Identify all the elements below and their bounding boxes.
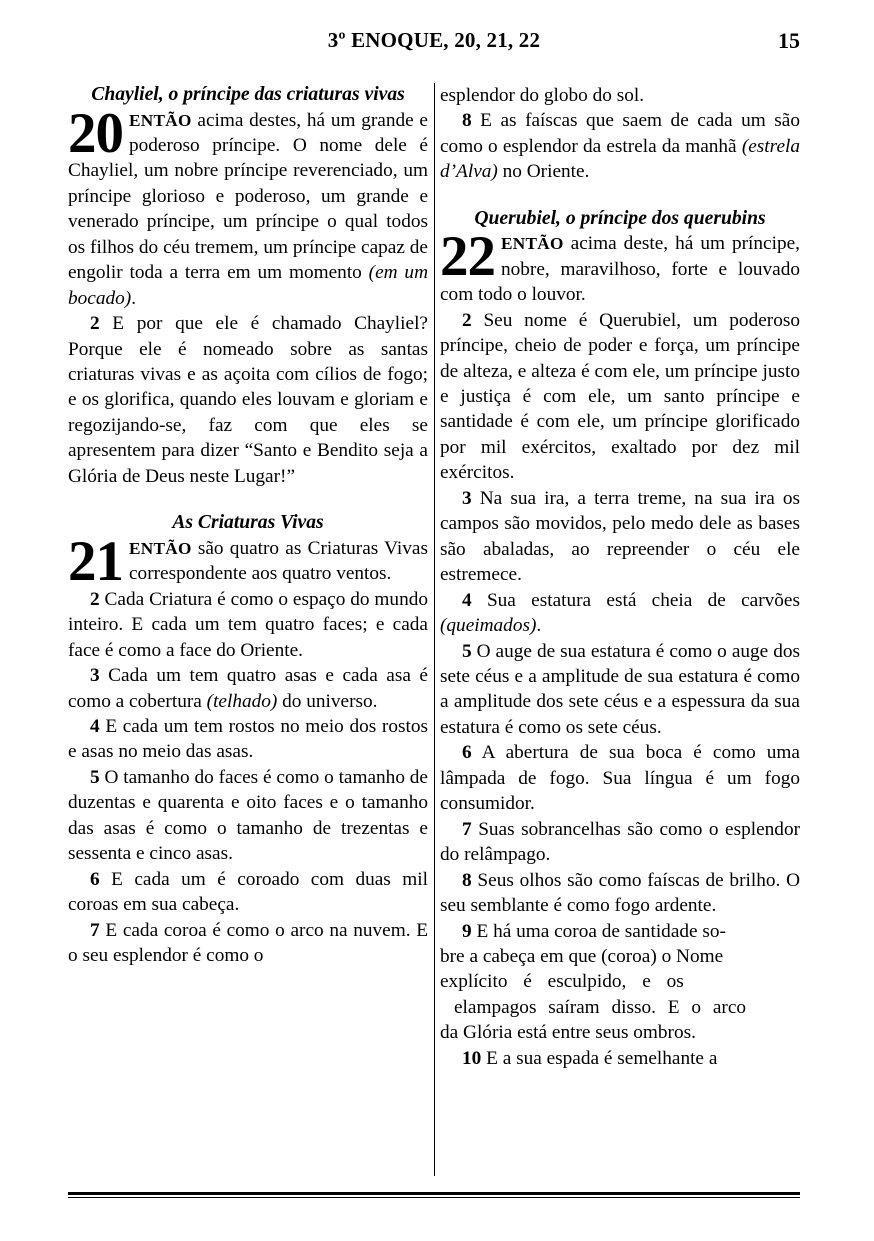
verse-21-4 — [68, 714, 428, 765]
section-heading-chayliel: Chayliel, o príncipe das criaturas vivas — [91, 84, 405, 105]
verse-text: Na sua ira, a terra treme, na sua ira os campos são movidos, pelo medo dele as bases são abaladas, ao repreender o céu ele estremece. — [440, 487, 800, 586]
chapter-opening-21 — [68, 529, 428, 593]
verse-22-9-line-3: explícito é esculpido, e os — [440, 971, 684, 993]
verse-21-5 — [68, 765, 428, 867]
verse-22-9-line-2: bre a cabeça em que (coroa) o Nome — [440, 946, 724, 967]
verse-22-4 — [440, 588, 800, 639]
verse-22-10 — [440, 1046, 800, 1071]
verse-number: 7 — [462, 818, 472, 840]
verse-text: E cada um tem rostos no meio dos rostos e asas no meio das asas. — [68, 715, 428, 763]
verse-number: 8 — [462, 110, 472, 132]
verse-number: 5 — [462, 640, 472, 662]
verse-text-before: E as faíscas que saem de cada um são como o esplendor da estrela da manhã — [440, 110, 800, 157]
gloss-em-um-bocado: (em um bocado) — [68, 262, 428, 309]
running-head-title: 3º ENOQUE, 20, 21, 22 — [327, 28, 541, 52]
opening-smallcaps-22: ENTÃO — [501, 234, 564, 254]
verse-21-3 — [68, 663, 428, 714]
verse-21-6 — [68, 867, 428, 918]
column-divider-rule — [434, 83, 435, 1176]
verse-number: 3 — [462, 487, 472, 509]
verse-22-5 — [440, 639, 800, 741]
chapter-20-opening-text: acima destes, há um grande e poderoso príncipe. O nome dele é Chayliel, um nobre príncipe reverenciado, um príncipe glorioso e poderoso, um grande e venerado príncipe, um príncipe o qual todos os filhos do céu tremem, um príncipe capaz de engolir toda a terra em um momento — [68, 109, 428, 284]
gloss-estrela-dalva: (estrela d’Alva) — [440, 135, 800, 183]
chapter-number-dropcap-21: 21 — [68, 529, 123, 593]
verse-22-9-line-1 — [440, 919, 800, 944]
verse-22-3 — [440, 486, 800, 588]
chapter-20-opening-tail: . — [131, 287, 137, 309]
verse-21-2 — [68, 587, 428, 663]
verse-text-after: . — [536, 615, 542, 637]
chapter-number-dropcap-22: 22 — [440, 225, 495, 289]
opening-smallcaps-21: ENTÃO — [129, 538, 192, 558]
verse-number: 10 — [462, 1047, 482, 1069]
gloss-telhado: (telhado) — [206, 690, 278, 712]
gloss-queimados: (queimados) — [440, 615, 537, 637]
bottom-rule-thick — [68, 1192, 800, 1195]
verse-21-8 — [440, 108, 800, 184]
chapter-opening-22 — [440, 225, 800, 307]
verse-text: O auge de sua estatura é como o auge dos sete céus e a amplitude de sua estatura é como a amplitude dos sete céus e a espessura da sua estatura é como os sete céus. — [440, 640, 800, 738]
verse-text: O tamanho do faces é como o tamanho de duzentas e quarenta e oito faces e o tamanho das asas é como o tamanho de trezentas e sessenta e cinco asas. — [68, 766, 428, 865]
verse-number: 5 — [90, 766, 100, 788]
verse-22-7 — [440, 817, 800, 868]
verse-text: Seu nome é Querubiel, um poderoso príncipe, cheio de poder e força, um príncipe de alteza, e alteza é com ele, um príncipe justo e justiça é com ele, um santo príncipe e santidade é com ele, um príncipe glorificado por mil exércitos, exaltado por dez mil exércitos. — [440, 309, 800, 484]
verse-text: A abertura de sua boca é como uma lâmpada de fogo. Sua língua é um fogo consumidor. — [440, 742, 800, 815]
chapter-21-opening-text: são quatro as Criaturas Vivas correspondente aos quatro ventos. — [129, 537, 428, 585]
bottom-double-rule — [68, 1192, 800, 1198]
verse-text-after: no Oriente. — [497, 161, 590, 183]
verse-text: E cada um é coroado com duas mil coroas em sua cabeça. — [68, 868, 428, 916]
verse-text: Cada Criatura é como o espaço do mundo inteiro. E cada um tem quatro faces; e cada face é como a face do Oriente. — [68, 588, 428, 661]
verse-22-9-line-5: da Glória está entre seus ombros. — [440, 1022, 696, 1044]
chapter-number-dropcap-20: 20 — [68, 101, 123, 165]
verse-number: 2 — [90, 313, 100, 335]
verse-text: E a sua espada é semelhante a — [486, 1047, 718, 1069]
opening-smallcaps-20: ENTÃO — [129, 110, 192, 130]
verse-text: Seus olhos são como faíscas de brilho. O seu semblante é como fogo ardente. — [440, 869, 800, 917]
verse-22-9-line-4: elampagos saíram disso. E o arco — [454, 996, 747, 1018]
verse-number: 2 — [90, 588, 100, 610]
section-heading-querubiel: Querubiel, o príncipe dos querubins — [474, 207, 766, 229]
verse-number: 8 — [462, 869, 472, 891]
verse-text: E por que ele é chamado Chayliel? Porque ele é nomeado sobre as santas criaturas vivas e as açoita com cílios de fogo; e os glorifica, quando eles louvam e gloriam e regozijando-se, faz com que eles se apresentem para dizer “Santo e Bendito seja a Glória de Deus neste Lugar!” — [68, 313, 428, 487]
verse-number: 6 — [462, 742, 472, 764]
verse-number: 6 — [90, 868, 100, 890]
verse-continuation-21-7: esplendor do globo do sol. — [440, 85, 645, 106]
page-number: 15 — [778, 28, 800, 53]
running-head — [68, 28, 800, 58]
verse-text-before: Cada um tem quatro asas e cada asa é como a cobertura — [68, 665, 428, 712]
body-area — [68, 83, 800, 1180]
verse-line-text: E há uma coroa de santidade so- — [476, 920, 726, 942]
text-column-right — [440, 83, 800, 1180]
verse-22-8 — [440, 868, 800, 919]
section-heading-criaturas-vivas: As Criaturas Vivas — [172, 512, 324, 534]
chapter-opening-20 — [68, 101, 428, 312]
verse-22-2 — [440, 308, 800, 486]
verse-number: 2 — [462, 309, 472, 331]
verse-20-2 — [68, 311, 428, 489]
verse-number: 3 — [90, 665, 100, 687]
verse-text-before: Sua estatura está cheia de carvões — [486, 589, 800, 611]
verse-text: E cada coroa é como o arco na nuvem. E o seu esplendor é como o — [68, 919, 428, 967]
verse-number: 9 — [462, 920, 472, 942]
verse-text: Suas sobrancelhas são como o esplendor do relâmpago. — [440, 818, 800, 866]
verse-22-6 — [440, 740, 800, 816]
verse-text-after: do universo. — [277, 690, 378, 712]
verse-number: 4 — [462, 589, 472, 611]
verse-22-9 — [440, 919, 800, 1046]
text-column-left — [68, 83, 428, 1180]
bottom-rule-thin — [68, 1197, 800, 1198]
verse-number: 7 — [90, 919, 100, 941]
verse-21-7 — [68, 918, 428, 969]
verse-number: 4 — [90, 715, 100, 737]
chapter-22-opening-text: acima deste, há um príncipe, nobre, maravilhoso, forte e louvado com todo o louvor. — [440, 233, 800, 306]
